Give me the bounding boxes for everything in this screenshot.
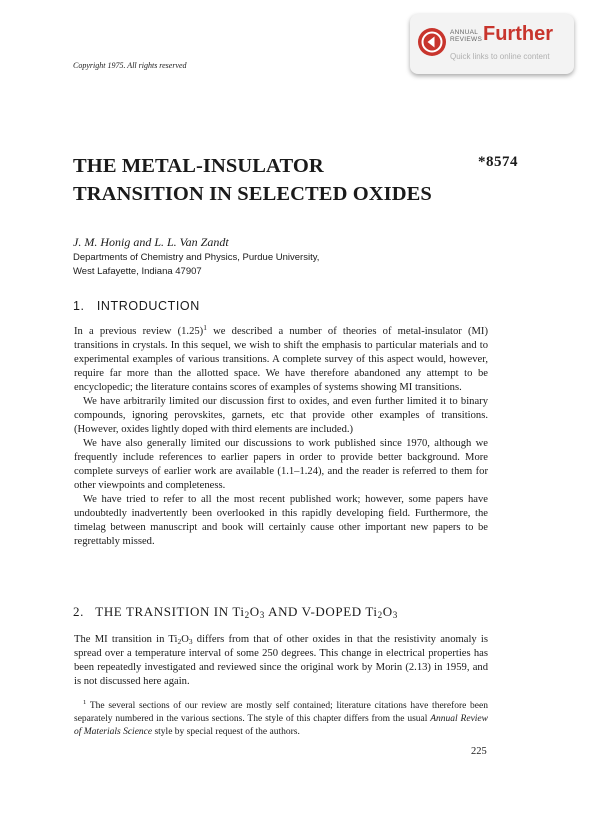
section-1-number: 1. [73, 299, 85, 313]
copyright-notice: Copyright 1975. All rights reserved [73, 61, 187, 70]
paragraph: In a previous review $(1.25)^1$ we described a number of theories of metal-insulator (MI) transitions in crystals. In this sequel, we wish to shift the emphasis to particular materials and to experimental examples of various transitions. A complete survey of this aspect would, however, require far more than the allotted space. We have therefore abandoned any attempt to be encyclopedic; the literature contains scores of examples of systems showing MI transitions. [74, 323, 488, 393]
play-arrow-icon[interactable] [418, 28, 446, 56]
brand-line-1: ANNUAL [450, 29, 479, 36]
section-2-number: 2. [73, 604, 84, 619]
authors: J. M. Honig and L. L. Van Zandt [73, 235, 229, 249]
section-1-title: INTRODUCTION [96, 299, 200, 313]
paragraph: We have tried to refer to all the most recent published work; however, some papers have undoubtedly inadvertently been overlooked in this rapidly developing field. Furthermore, the timelag between manuscript and book will certainly cause other important new papers to be regrettably missed. [74, 494, 488, 547]
title-line-1: THE METAL-INSULATOR [73, 155, 324, 177]
paragraph: We have arbitrarily limited our discussion first to oxides, and even further limited it to binary compounds, ignoring perovskites, garnets, etc that provide other examples of transitions. (However, oxides lightly doped with third elements are included.) [74, 396, 488, 435]
title-line-2: TRANSITION IN SELECTED OXIDES [73, 183, 432, 205]
footnote-text: $^1$ The several sections of our review are mostly self contained; literature citations have therefore been separately numbered in the various sections. The style of this chapter differs from the usual Annual Review of Materials Science style by special request of the authors. [74, 699, 488, 737]
journal-name: Annual Review of Materials Science [74, 714, 488, 737]
quick-links-text[interactable]: Quick links to online content [450, 52, 550, 61]
affiliation [73, 251, 319, 279]
brand-line-2: REVIEWS [450, 36, 483, 43]
page-number: 225 [471, 746, 487, 757]
section-1-body [74, 325, 488, 549]
article-title [73, 152, 432, 208]
article-code: *8574 [478, 154, 518, 170]
footnote [74, 700, 488, 739]
paragraph: The MI transition in $Ti_2O_3$ differs from that of other oxides in that the resistivity anomaly is spread over a temperature interval of some 250 degrees. This change in electrical properties has been repeatedly investigated and reviewed since the original work by Morin (2.13) in 1959, and is not discussed here again. [74, 634, 488, 687]
section-2-body [74, 633, 488, 689]
paragraph: We have also generally limited our discussions to work published since 1970, although we frequently include references to earlier papers in order to provide better background. More complete surveys of earlier work are available (1.1–1.24), and the reader is referred to them for other viewpoints and completeness. [74, 438, 488, 491]
section-2-heading [73, 604, 398, 620]
further-label: Further [483, 23, 553, 45]
affiliation-line-1: Departments of Chemistry and Physics, Purdue University, [73, 252, 320, 263]
section-2-title: THE TRANSITION IN $Ti_2O_3$ AND V-DOPED $Ti_2O_3$ [95, 604, 398, 620]
annual-reviews-brand [450, 29, 482, 43]
annual-reviews-further-banner[interactable] [410, 14, 574, 74]
affiliation-line-2: West Lafayette, Indiana 47907 [73, 266, 202, 277]
section-1-heading [73, 299, 200, 313]
